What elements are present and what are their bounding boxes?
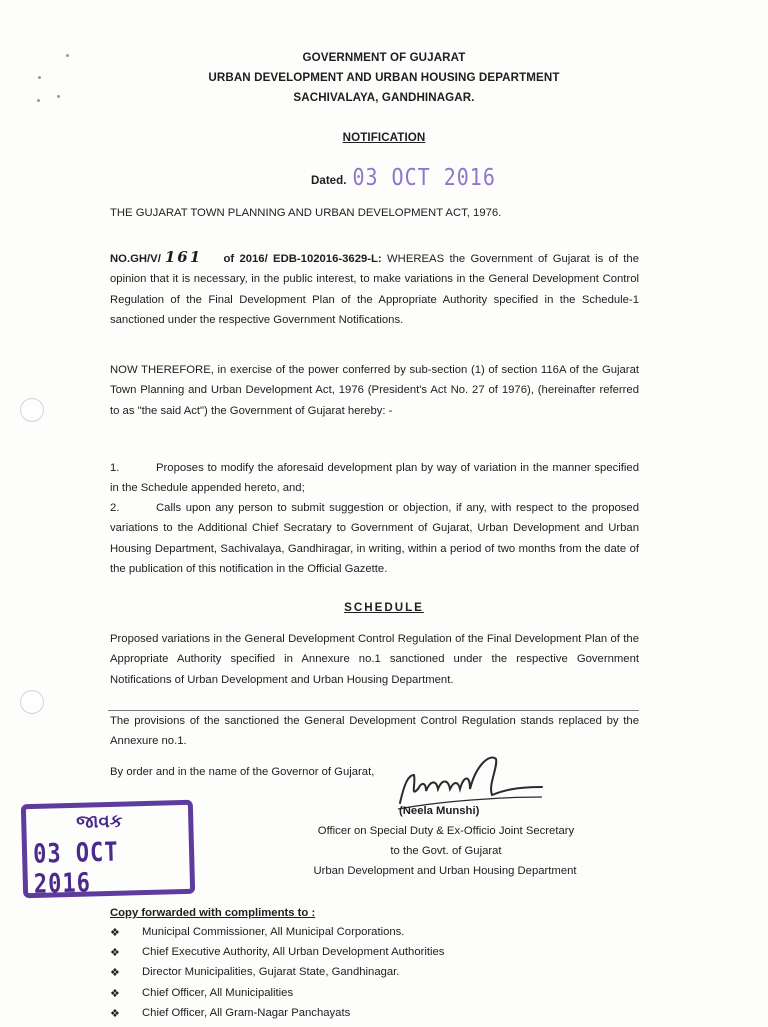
whereas-paragraph <box>110 247 639 330</box>
list-item <box>110 987 630 1007</box>
copy-item: Chief Officer, All Gram-Nagar Panchayats <box>142 1006 351 1019</box>
signatory-title-2: to the Govt. of Gujarat <box>390 845 502 857</box>
bullet-icon: ❖ <box>110 947 120 960</box>
copy-item: Chief Executive Authority, All Urban Development Authorities <box>142 946 445 959</box>
act-title: THE GUJARAT TOWN PLANNING AND URBAN DEVELOPMENT ACT, 1976. <box>110 207 502 219</box>
punch-hole <box>20 690 44 714</box>
order-line: By order and in the name of the Governor of Gujarat, <box>110 766 375 778</box>
dated-label: Dated. <box>311 174 347 187</box>
list-item <box>110 966 630 986</box>
ref-number-rest: of 2016/ EDB-102016-3629-L: <box>218 253 382 265</box>
signatory-title-3: Urban Development and Urban Housing Department <box>313 865 577 877</box>
ref-number: NO.GH/V/ <box>110 253 161 265</box>
copy-item: Director Municipalities, Gujarat State, Gandhinagar. <box>142 966 400 979</box>
item-2-text: Calls upon any person to submit suggestion or objection, if any, with respect to the proposed variations to the Additional Chief Secratary to Government of Gujarat, Urban Development and Urban Housing Department, Sachivalaya, Gandhiragar, in writing, within a period of two months from the date of the publication of this notification in the Official Gazette. <box>110 502 639 575</box>
item-1-text: Proposes to modify the aforesaid development plan by way of variation in the manner specified in the Schedule appended hereto, and; <box>110 462 639 495</box>
gov-header-line3: SACHIVALAYA, GANDHINAGAR. <box>293 91 475 104</box>
list-item <box>110 946 630 966</box>
notification-title: NOTIFICATION <box>342 131 426 144</box>
copy-list <box>110 926 630 1027</box>
bullet-icon: ❖ <box>110 987 120 1000</box>
signatory-title-1: Officer on Special Duty & Ex-Officio Joint Secretary <box>317 825 575 837</box>
copy-item: Chief Officer, All Municipalities <box>142 986 294 999</box>
stamp-script-text: જાવક <box>76 810 123 833</box>
stamp-date: 03 OCT 2016 <box>32 837 119 900</box>
item-2 <box>110 498 639 579</box>
item-1-number: 1. <box>110 462 120 474</box>
schedule-paragraph-1: Proposed variations in the General Development Control Regulation of the Final Development Plan of the Appropriate Authority specified in Annexure no.1 sanctioned under the respective Government Notifications of Urban Development and Urban Housing Department. <box>110 633 639 686</box>
bullet-icon: ❖ <box>110 927 120 939</box>
whereas-text: WHEREAS the Government of Gujarat is of the opinion that it is necessary, in the public interest, to make variations in the General Development Control Regulation of the Final Development Plan of the Appropriate Authority specified in the Schedule-1 sanctioned under the respective Government Notifications. <box>110 253 639 326</box>
copy-heading: Copy forwarded with compliments to : <box>110 907 316 919</box>
dated-stamp: 03 OCT 2016 <box>352 163 496 191</box>
schedule-paragraph-2: The provisions of the sanctioned the General Development Control Regulation stands replaced by the Annexure no.1. <box>110 715 639 748</box>
gov-header-line2: URBAN DEVELOPMENT AND URBAN HOUSING DEPARTMENT <box>208 71 560 84</box>
bullet-icon: ❖ <box>110 967 120 980</box>
dated-line <box>311 165 496 189</box>
signatory-name: (Neela Munshi) <box>399 805 480 817</box>
gov-header-line1: GOVERNMENT OF GUJARAT <box>302 51 466 64</box>
list-item <box>110 926 630 946</box>
schedule-title: SCHEDULE <box>344 601 424 614</box>
ref-handwritten: 161 <box>164 248 203 266</box>
item-1 <box>110 458 639 499</box>
item-2-number: 2. <box>110 502 120 514</box>
bullet-icon: ❖ <box>110 1007 120 1020</box>
copy-item: Municipal Commissioner, All Municipal Corporations. <box>142 926 405 938</box>
received-stamp <box>21 800 195 898</box>
now-therefore-paragraph: NOW THEREFORE, in exercise of the power conferred by sub-section (1) of section 116A of the Gujarat Town Planning and Urban Development Act, 1976 (President's Act No. 27 of 1976), (hereinafter referred to as "the said Act") the Government of Gujarat hereby: - <box>110 364 639 417</box>
punch-hole <box>20 398 44 422</box>
